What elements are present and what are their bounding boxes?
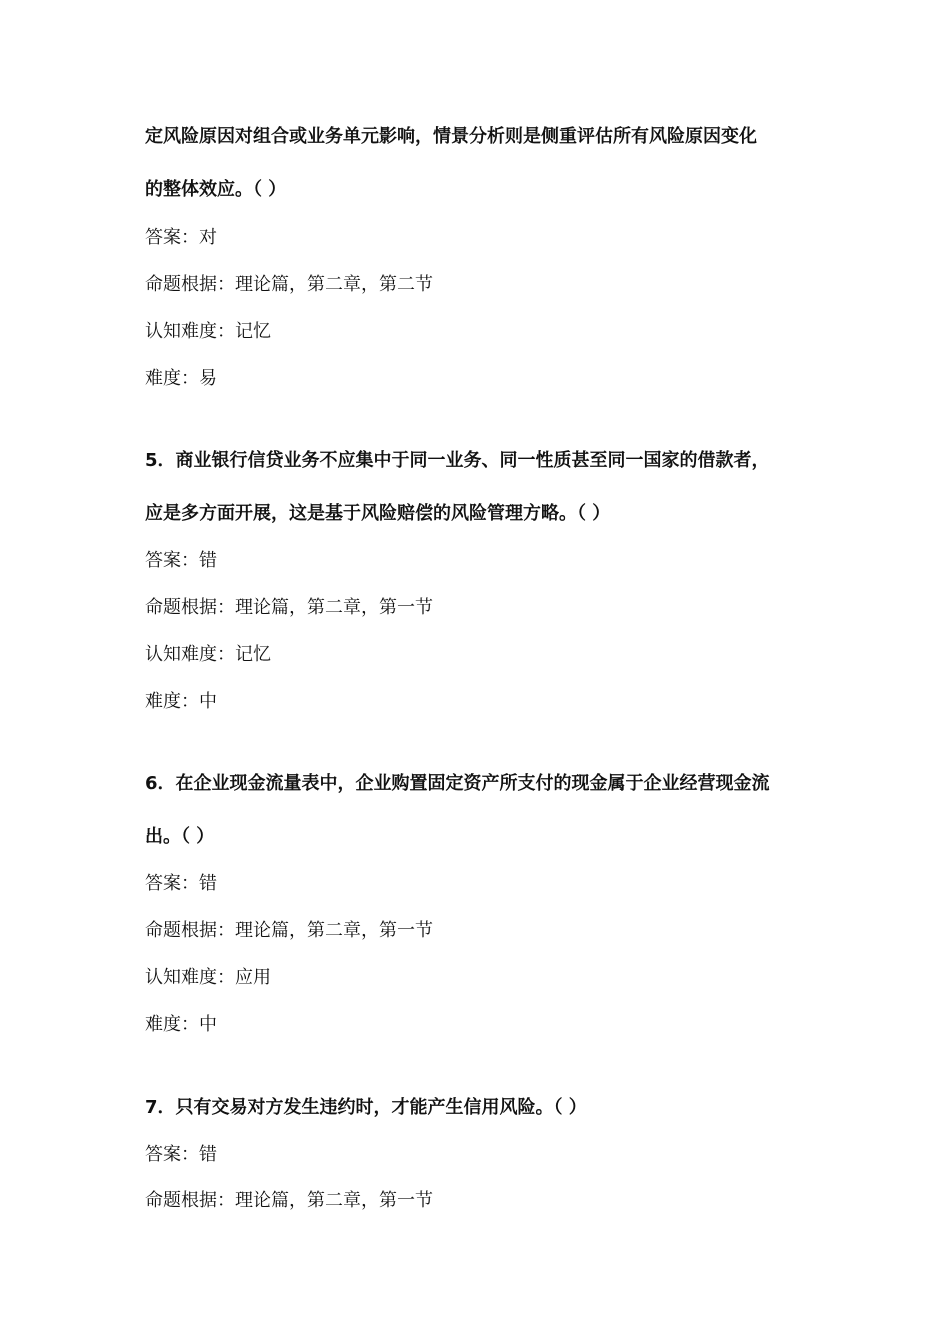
question-5-text-line: 5．商业银行信贷业务不应集中于同一业务、同一性质甚至同一国家的借款者， — [145, 450, 770, 471]
question-text-line: 的整体效应。（ ） — [145, 179, 287, 200]
question-5-text-line: 应是多方面开展，这是基于风险赔偿的风险管理方略。（ ） — [145, 503, 611, 524]
question-7-basis: 命题根据：理论篇，第二章，第一节 — [145, 1190, 433, 1211]
question-6-answer: 答案：错 — [145, 873, 217, 894]
question-5-answer: 答案：错 — [145, 550, 217, 571]
difficulty: 难度：易 — [145, 368, 217, 389]
question-6-difficulty: 难度：中 — [145, 1014, 217, 1035]
question-5-basis: 命题根据：理论篇，第二章，第一节 — [145, 597, 433, 618]
proposition-basis: 命题根据：理论篇，第二章，第二节 — [145, 274, 433, 295]
cognitive-difficulty: 认知难度：记忆 — [145, 321, 271, 342]
question-6-text-line: 出。（ ） — [145, 826, 215, 847]
question-5-cognitive-difficulty: 认知难度：记忆 — [145, 644, 271, 665]
question-7-answer: 答案：错 — [145, 1144, 217, 1165]
question-6-text-line: 6．在企业现金流量表中，企业购置固定资产所支付的现金属于企业经营现金流 — [145, 773, 770, 794]
answer: 答案：对 — [145, 227, 217, 248]
question-text-line: 定风险原因对组合或业务单元影响，情景分析则是侧重评估所有风险原因变化 — [145, 126, 757, 147]
question-6-basis: 命题根据：理论篇，第二章，第一节 — [145, 920, 433, 941]
question-7-text-line: 7．只有交易对方发生违约时，才能产生信用风险。（ ） — [145, 1097, 587, 1118]
question-6-cognitive-difficulty: 认知难度：应用 — [145, 967, 271, 988]
question-5-difficulty: 难度：中 — [145, 691, 217, 712]
